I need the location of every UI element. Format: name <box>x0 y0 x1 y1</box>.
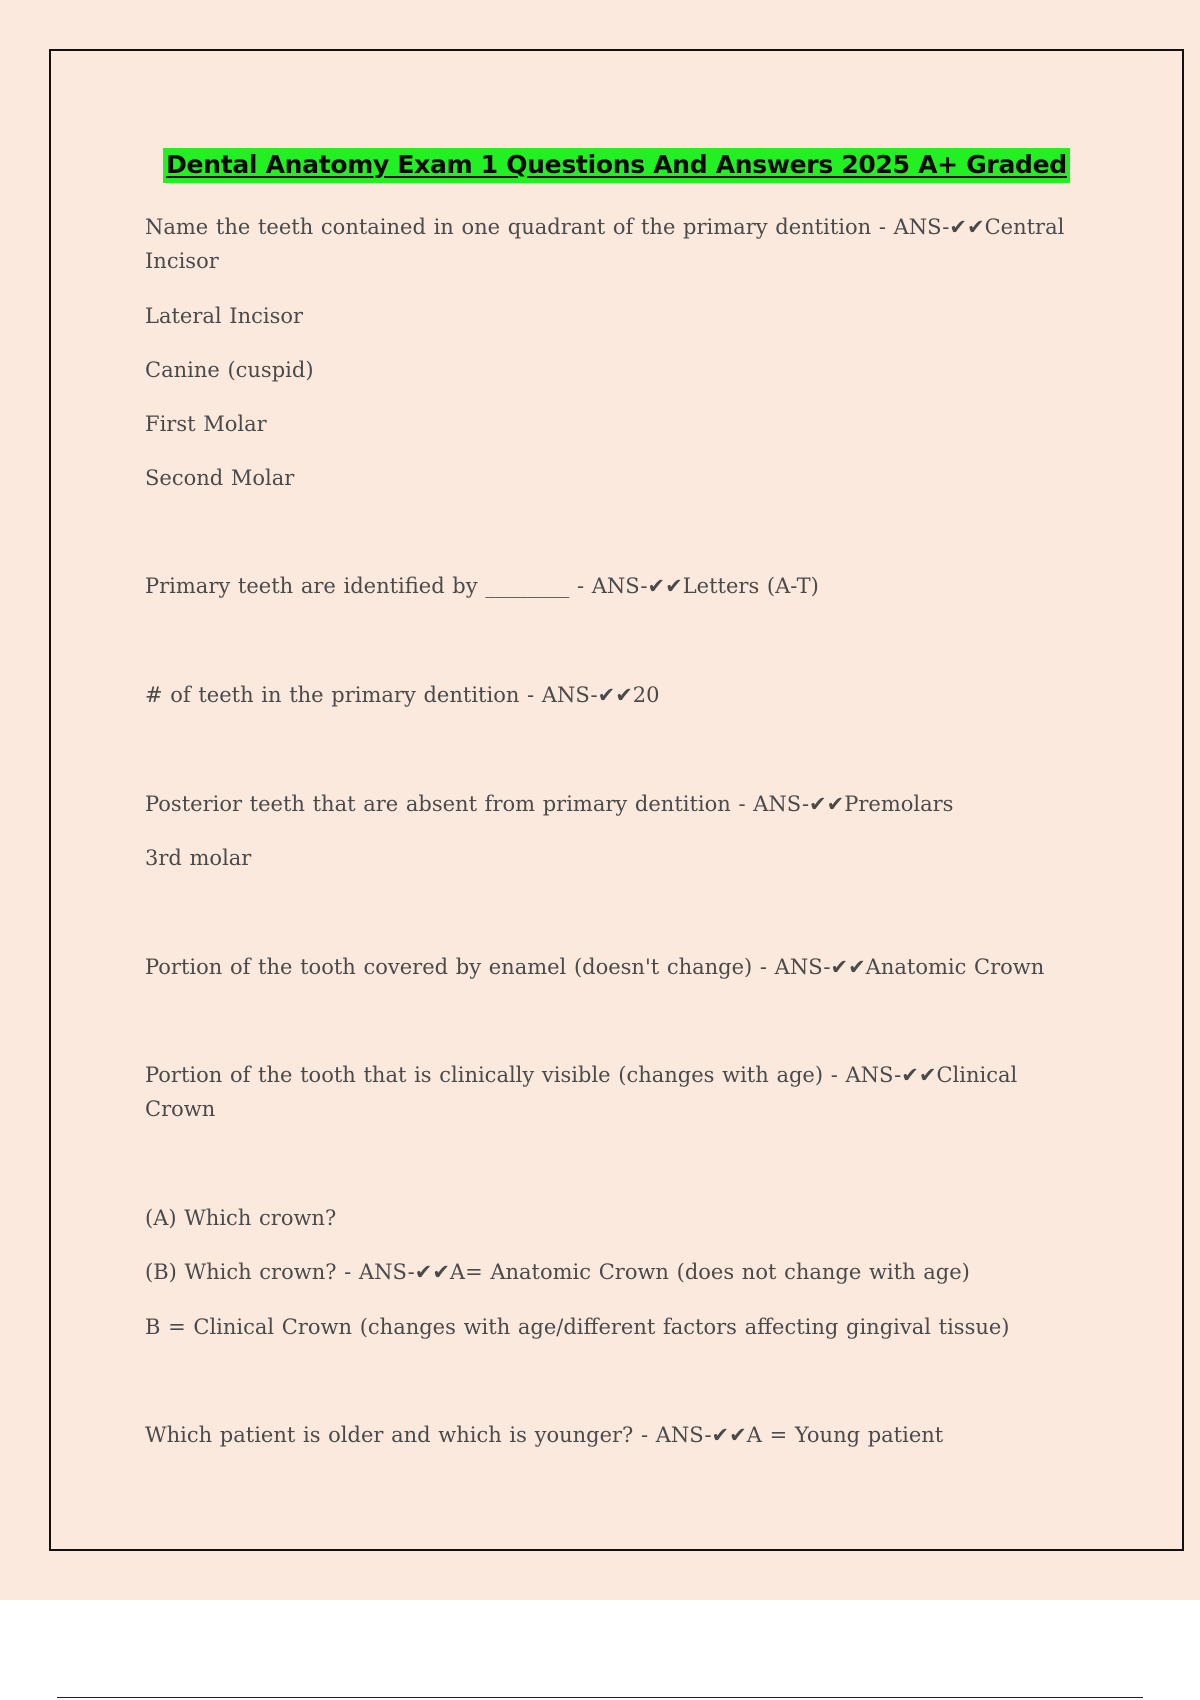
title-row <box>51 148 1182 183</box>
qa-line: (B) Which crown? - ANS-✔✔A= Anatomic Crown (does not change with age) <box>145 1260 970 1284</box>
qa-line: (A) Which crown? <box>145 1206 337 1230</box>
qa-line: First Molar <box>145 412 267 436</box>
document-title: Dental Anatomy Exam 1 Questions And Answers 2025 A+ Graded <box>163 148 1070 183</box>
qa-line: Portion of the tooth that is clinically visible (changes with age) - ANS-✔✔Clinical Crown <box>145 1063 1025 1121</box>
qa-line: Portion of the tooth covered by enamel (doesn't change) - ANS-✔✔Anatomic Crown <box>145 955 1045 979</box>
qa-line: 3rd molar <box>145 846 252 870</box>
qa-line: Posterior teeth that are absent from primary dentition - ANS-✔✔Premolars <box>145 792 954 816</box>
qa-line: Canine (cuspid) <box>145 358 314 382</box>
qa-line: Which patient is older and which is younger? - ANS-✔✔A = Young patient <box>145 1423 944 1447</box>
qa-line: Second Molar <box>145 466 295 490</box>
qa-line: Lateral Incisor <box>145 304 304 328</box>
qa-line: Name the teeth contained in one quadrant of the primary dentition - ANS-✔✔Central Incisor <box>145 215 1072 273</box>
qa-line: Primary teeth are identified by ________ - ANS-✔✔Letters (A-T) <box>145 574 819 598</box>
footer-rule <box>57 1697 1143 1698</box>
qa-line: B = Clinical Crown (changes with age/different factors affecting gingival tissue) <box>145 1315 1010 1339</box>
qa-line: # of teeth in the primary dentition - ANS-✔✔20 <box>145 683 660 707</box>
